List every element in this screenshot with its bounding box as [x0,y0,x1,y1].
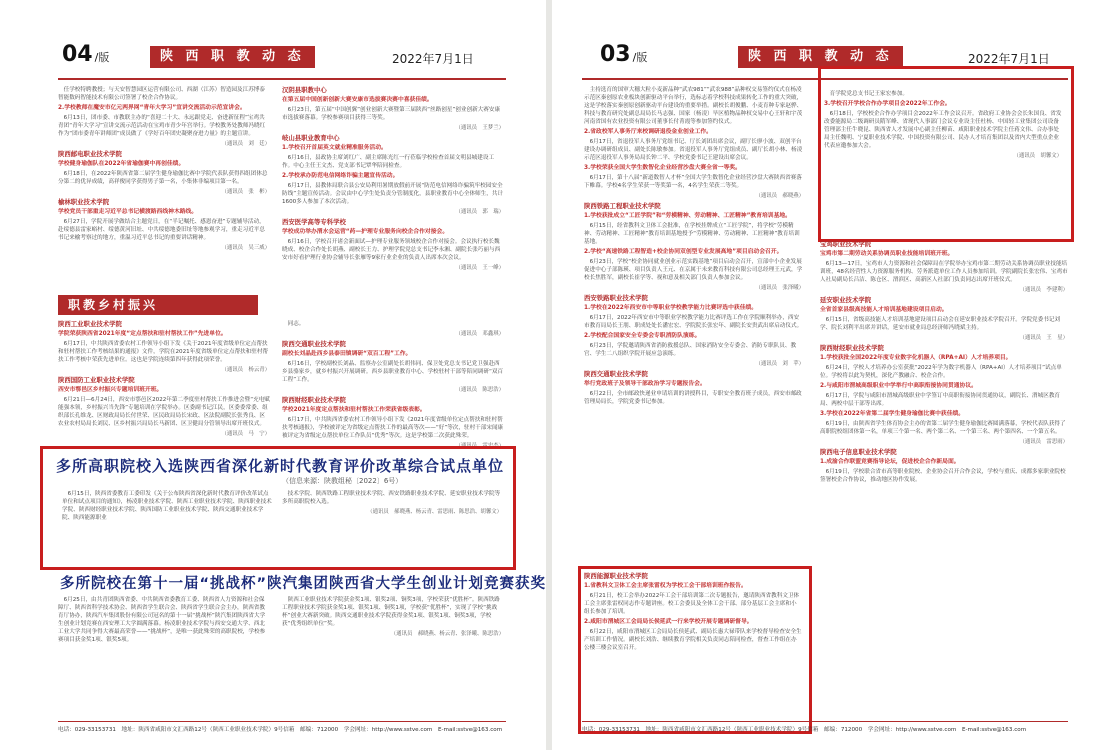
byline: （通讯员 郝晓燕） [755,193,804,199]
institution-name: 陕西财经职业技术学院 [282,396,346,404]
news-item-title: 学院荣获陕西省2021年度“定点帮扶和驻村帮扶工作”先进单位。 [58,331,227,337]
byline: （通讯员 吴三威） [221,245,270,251]
news-item-title: 3.学校在2022年省第二届学生健身瑜伽比赛中获佳绩。 [820,411,965,417]
article-column-top-right [282,86,504,290]
issue-date: 2022年7月1日 [392,52,474,66]
page-footer: 电话：029-33153731 地址：陕西省咸阳市文汇西路12号（陕西工业职业技术学院）9号信箱 邮编：712000 学会网址：http://www.sstve.com E-mail:sstve@163.com [582,721,1068,733]
byline: （通讯员 马 宁） [221,431,270,437]
headline-1-source: （信息来源：陕教组秘〔2022〕6号） [282,477,403,485]
news-item-title: 在第五届中国创新创新大赛安康市选拔赛决赛中喜获佳绩。 [282,97,433,103]
news-item-title: 3.学校荣获全国大学生数智化企业经营沙盘大赛全省一等奖。 [584,165,741,171]
institution-name: 西安铁路职业技术学院 [584,294,648,302]
paragraph: 6月23日，学院邀请陕西省消防救援总队、国家消防安全专委会、消防专职队员、教官、学生二八组织学院开展应急演练。 [584,343,797,357]
paragraph: 6月17日，中共陕西省委农村工作领导小组下发《关于2021年度省级单位定点帮扶和驻村帮扶工作考核结果的通报》文件，学院在2021年度省级单位定点帮扶和驻村帮扶工作考核中荣获先进单位。这也是学院连续第四年获得此项荣誉。 [58,341,269,363]
header-rule [58,78,506,80]
paragraph: 6月15日，省级高技能人才培训基地建设项目启动会在延安职业技术学院召开。学院党委书记刘学、院长刘利平出席并讲话，延安市就业局总经济师冯晓斌主持。 [820,317,1061,331]
news-item-title: 2.学校“高速铁路工程智造+校企协同双创型专业发展高地”项目启动会召开。 [584,249,783,255]
news-item-title: 1.省教科文卫体工会主席张雷权为学校工会干部培训班作报告。 [584,583,747,589]
institution-name: 陕西财经职业技术学院 [820,344,884,352]
byline: （通讯员 陈思浩） [455,387,504,393]
article-column-mid-left [58,320,270,445]
news-item-title: 学校健身瑜伽队在2022年省瑜伽赛中再创佳绩。 [58,161,185,167]
paragraph: 6月16日，学校召开诸会新面试—护理专业服务领域校企合作对接会。会议执行校长魏晓成、校企合作处长胡燕、副校长王力、护理学院党总支书记李永湘、副院长张巧丽与西安市好看护理行业协会辅导长张雁等9家行业企业的负责人出席本次会议。 [282,239,501,261]
paragraph: 育学院党总支书记王家宏参加。 [829,91,908,97]
masthead-title: 陕 西 职 教 动 态 [738,46,903,68]
institution-name: 陕西交通职业技术学院 [584,370,648,378]
article-column-left [584,86,804,556]
news-item-title: 1.成渝合作联盟竞赛指导论坛，促进校企合作新局面。 [820,459,960,465]
paragraph: 6月17日，省退役军人事务厅党组书记、厅长刘团出席会议，副厅长廖小波、双创平台建设办调研组成员、副处长陈敏参加。省退役军人事务厅党组成员、副厅长胡小林、杨凌示范区退役军人事务局局长钟二平、学校党委书记王建设出席会议。 [584,139,803,161]
byline: （通讯员 张泽曦） [755,285,804,291]
institution-name: 陕西国防工业职业技术学院 [58,376,135,384]
byline: （通讯员 张 彬） [221,189,270,195]
news-item-title: 3.学校召开学校合作办学项目会2022年工作会。 [824,101,951,107]
news-item-title: 西安市鄠邑区乡村振兴专题培训班开班。 [58,387,163,393]
institution-name: 宝鸡职业技术学院 [820,240,872,248]
section-banner-rural-revitalization: 职教乡村振兴 [58,295,258,315]
paragraph: 6月23日，第五届“中国创翼”创业创新大赛暨第三届陕西“丝路创星”创业创新大赛安康市选拔赛落幕。学校参赛项目获得三等奖。 [282,107,501,121]
paragraph: 6月22日，咸阳市渭城区工会局局长侯延武、副局长惠大禄带队来学校督导检查安全生产培训工作情况。副校长刘浩、继续教育学院相关负责同志陪同检查，督查工作组在办公楼三楼会议室召开。 [584,629,802,651]
institution-name: 榆林职业技术学院 [58,198,110,206]
institution-name: 陕西电子信息职业技术学院 [820,448,897,456]
page-number: 03 /版 [600,42,648,67]
news-item-title: 2.与咸阳市渭城高级职业中学举行中高职衔接协同贯通协议。 [820,383,977,389]
page-number: 04 /版 [62,42,110,67]
page-footer: 电话：029-33153731 地址：陕西省咸阳市文汇西路12号（陕西工业职业技术学院）9号信箱 邮编：712000 学会网址：http://www.sstve.com E-mail:sstve@163.com [58,721,506,733]
institution-name: 陕西工业职业技术学院 [58,320,122,328]
news-item-title: 1.学校召开首届英文就业精准服务活动。 [282,145,387,151]
byline: （通讯员 雷忠杰） [455,443,504,449]
news-item-title: 学校2021年度定点帮扶和驻村帮扶工作荣获省级表彰。 [282,407,426,413]
byline: （通讯员 郭 瑞） [455,209,504,215]
byline: （通讯员 胡馨文） [1013,153,1062,159]
byline: （通讯员 刘 苹） [755,361,804,367]
paragraph: 6月13日，团市委、市教联主办的“喜迎二十大、永远跟党走、奋进新征程”宝鸡共青团“青年大学习”宣讲交流示范活动在宝鸡市青少年宫举行。学校教务处教师冯晓红作为“团市委青年讲师团”成员做了《学好百年团史凝聚奋进力量》的主题宣讲。 [58,115,266,137]
byline: （通讯员 王一峰） [455,265,504,271]
news-item-title: 2.省政校军人事务厅来校调研退役金业创业工作。 [584,129,712,135]
institution-name: 陕西能源职业技术学院 [584,572,648,580]
byline: （通讯员 王 星） [1019,335,1068,341]
issue-date: 2022年7月1日 [968,52,1050,66]
paragraph: 6月18日，学校校企合作办学项目会2022年工作会议召开。省政府工业协会会长朱国良、省发改委能源局二级调研员隋军峰、省现代人事部门会议专业设主任杜杨、中国轻工业集团公司设备管理部主任牛晓昆、陕西省人才发展中心副主任柳苗、咸阳职业技术学院主任蒋文伟、合办事处局主任魏明、宁夏职业技术学院、中国投资有限公司、民办人才培育集团以及省内大型重点企业代表应邀参加大会。 [824,111,1062,149]
paragraph: 6月17日，2022年西安市中等职业学校教学能力比赛评选工作在学院顺利举办，西安市教育局局长王朋、职成处处长潘宏宏、学院院长张宏年、副院长安贵武出席启动仪式。 [584,315,803,329]
paragraph: 6月15日，经省教科文卫体工会批准，在学校挂牌成立“工匠学院”，将学校“劳模精神、劳动精神、工匠精神”教育培训基地授予“劳模精神、劳动精神、工匠精神”教育培训基地。 [584,223,800,245]
paragraph: 6月23日，学校“校企协同就业创业示范实践基地”项目启动会召开，宣部中小企业发展促进中心子部陈瑛、项目负责人王元、在京属于未来教育科技有限公司总经理王元武，学校长焦胜军，副校长崔学等、视和意及相关部门负责人参加会议。 [584,259,803,281]
headline-education-evaluation-pilot: 多所高职院校入选陕西省深化新时代教育评价改革综合试点单位 [56,457,505,475]
paragraph: 同志。 [287,321,305,327]
paragraph: 任学校特聘教授；与天安智慧园区运营有限公司、西湖（江苏）智造园及江苏博泰智能数码智能技术有限公司签署了校企合作协议。 [58,87,265,101]
paragraph: 6月21日—6月24日，西安市鄠邑区2022年第二季度驻村帮扶工作推进会暨“充电赋能强本领，乡村振兴当先锋”专题培训在学院举办。区委副书记江民，区委委常委、组织部长孔维龙、区财政局局长付世荣、区民政局局长宋政、区法院副院长张秀良、区农业农村局局长刘民、区乡村振兴局局长马新团、区卫健局分管领导出席开班仪式。 [58,397,270,427]
news-item-title: 1.学校在2022年西安市中等职业学校教学能力比赛评选中获佳绩。 [584,305,758,311]
news-item-title: 学校党员干部重走习近平总书记横渡路西线神木路线。 [58,209,198,215]
institution-name: 陕西邮电职业技术学院 [58,150,122,158]
paragraph: 6月17日，学院与咸阳市渭城高级职业中学签订中高职衔接协同贯通协议，副院长、渭城区教育局、两校中层干部等出席。 [820,393,1061,407]
news-item-title: 宝鸡市第二期劳动关系协调员职业技能培训班开班。 [820,251,954,257]
news-item-title: 1.学校获批成立“工匠学院”和“劳模精神、劳动精神、工匠精神”教育培训基地。 [584,213,791,219]
article-column-top-left [58,86,270,290]
paragraph: 6月21日，校工会举办2022年工会干部培训第二次专题报告，邀请陕西省教科文卫体工会主席张雷权同志作专题讲座。校工会委员及全体工会干部、部分基层工会主席和小组长参加了培训。 [584,593,800,615]
news-item-title: 2.学校承办防范电信网络诈骗主题宣传活动。 [282,173,399,179]
article-column-left-bottom [584,572,802,722]
paragraph: 6月24日，学校人才培养办公室获批“2022年学为数字机器人（RPA+AI）人才培养项目”试点单位。学校将以此为契机，深化产教融合、校企合作。 [820,365,1062,379]
news-item-title: 全省首家县级高技能人才培训基地建设项目启动。 [820,307,948,313]
news-item-title: 2.咸阳市渭城区工会局局长侯延武一行来学校开展专题调研督导。 [584,619,753,625]
paragraph: 6月27日，学院开展学做结合主题党日，在“半记嘱托、感恩奋进”专题辅导活动，赴绥德县雷家峪村、绥德黄河旧址、中共绥德地委旧址等地参观学习，重走习近平总书记来榆考察过的地方，重温习近平总书记的重要讲话精神。 [58,219,265,241]
institution-name: 汉阴县职教中心 [282,86,327,94]
article-column-right-bottom [820,240,1068,714]
byline: （通讯员 邓鑫琪） [455,331,504,337]
headline-2-body-left: 6月25日，由共青团陕西省委、中共陕西省委教育工委、陕西省人力资源和社会保障厅、陕西省科学技术协会、陕西省学生联合会、陕西省学生联合会主办，陕西省教育厅协办，陕西汽车集团股份有限公司冠名的第十一届“挑战杯”陕汽集团陕西省大学生创业计划竞赛在西安理工大学圆满落幕。杨凌职业技术学院与西安交通大学、西北工业大学共同争得大赛最高荣誉——“挑战杯”，是唯一获此殊荣的高职院校，学校参赛项目获金奖1项、银奖5项。 [58,597,266,643]
paragraph: 6月17日，县教体局联合县公安局利用暑期放假前开展“防范电信网络诈骗筑牢校园安全防线”主题宣传活动。会议由中心学生处负责分管制度化，县职业教育中心全体师生，共计1600多人参加了本次活动。 [282,183,504,205]
paragraph: 6月17日，中共陕西省委农村工作领导小组下发《2021年度省级单位定点帮扶和驻村帮扶考核通报》，学校被评定为省级定点帮扶工作的最高等次——“好”等次，驻村干部宋闻康被评定为省级定点帮扶单位工作队员“优秀”等次。这是学校第二次获此殊荣。 [282,417,504,439]
paragraph: 6月13—17日，宝鸡市人力资源和社会保障局在学院举办宝鸡市第二期劳动关系协调员职业技能培训班，48名经营性人力资源服务机构、劳务派遣单位工作人员参加培训。学院副院长张宏伟、宝鸡市人社局副局长吕洁、陈仓区、渭滨区、高新区人社部门负责同志出席开班仪式。 [820,261,1068,283]
institution-name: 陕西铁路工程职业技术学院 [584,202,661,210]
byline: （通讯员 李建利） [1019,287,1068,293]
byline: （通讯员 刘 廷） [221,141,270,147]
institution-name: 延安职业技术学院 [820,296,872,304]
news-item-title: 举行党政班子及领导干部政治学习专题报告会。 [584,381,706,387]
paragraph: 6月18日，在2022年陕西省第二届学生健身瑜伽比赛中学院代表队获得四组团体总分第二的优异成绩，高祥俊同学获得男子第一名，小集体非编项目第一名。 [58,171,268,185]
institution-name: 西安医学高等专科学校 [282,218,346,226]
paragraph: 6月22日，全市邮政快递业申请培训的讲授科目，专职安全教育班子成员，西安市邮政管理局局长，学院党委书记参加。 [584,391,802,405]
headline-1-body-left: 6月15日，陕西省委教育工委印发《关于公布陕西省深化新时代教育评价改革试点单位和试点项目的通知》，杨凌职业技术学院、陕西工业职业技术学院、陕西职业技术学院、陕西财经职业技术学院、陕西国防工业职业技术学院、陕西交通职业技术学院、陕西能源职业 [62,491,272,521]
paragraph: 6月16日，学校副校长刘晶、监察办公室副处长胡伟同、保卫处党总支书记党卫强赴西乡县骆家乡，就乡村振兴开展调研。西乡县职业教育中心、学校驻村干部等陪同调研“双百工程”工作。 [282,361,504,383]
page-03 [552,0,1098,750]
news-item-title: 1.学校获批全国2022年度专业数字化机器人（RPA+AI）人才培养项目。 [820,355,1012,361]
paragraph: 6月19日，由陕西省学生体育协会主办的省第二届学生健身瑜伽比赛圆满落幕，学校代表队获得了高职院校组团体第一名，单项三个第一名、两个第二名、一个第三名、两个第四名、一个第五名。 [820,421,1066,435]
byline: （通讯员 杨云青） [221,367,270,373]
headline-1-body-right: 技术学院、陕西铁路工程职业技术学院、西安铁路职业技术学院、延安职业技术学院等多所高职院校入选。 （通讯员 郝晓燕、杨云青、雷思雨、陈思浩、胡馨文） [282,491,502,515]
article-column-mid-right [282,320,504,449]
byline: （通讯员 王梦兰） [455,125,504,131]
article-column-right-top [824,90,1062,230]
paragraph: 6月19日，学校联合省市高等职业院校、企业协会召开合作会议，学校与重庆、成都多家职业院校签署校企合作协议，推动地区协作发展。 [820,469,1066,483]
paragraph: 6月16日，县政协主席刘红广、副主席陈光红一行莅临学校检查首届文明县城建设工作。中心主任王文杰、党支部书记覃华陪同检查。 [282,155,495,169]
news-item-title: 2.学校教师在魔安市亿元两界网“青年大学习”宣讲交流活动示范宣讲会。 [58,105,246,111]
headline-2-body-right: 陕西工业职业技术学院获金奖1项、银奖2项、铜奖3项，学校荣获“优胜杯”。陕西铁路工程职业技术学院获金奖1项、银奖1项、铜奖1项，学校获“优胜杯”，实现了学校“挑战杯”创业大赛新突破。陕西交通职业技术学院获得金奖1项、银奖1项、铜奖3项，学校获“优秀组织单位”奖。 （通讯员 郝晓燕、杨云青、张泽曦、陈思浩） [282,597,504,637]
institution-name: 岐山县职业教育中心 [282,134,340,142]
institution-name: 陕西交通职业技术学院 [282,340,346,348]
news-item-title: 学校成功举办渭水会运营“药—护理专业服务向校企合作对接会。 [282,229,449,235]
headline-challenge-cup-competition: 多所院校在第十一届“挑战杯”陕汽集团陕西省大学生创业计划竞赛获奖 [60,576,547,592]
byline: （通讯员 雷思雨） [1019,439,1068,445]
paragraph: 主持选育的国审大穗大粒小麦新品种“武农981”“武农988”品种权交易签约仪式在杨凌示范区秦创原农业板块创新驱动平台举行，选标志着学校科技成果转化工作的重大突破，这是学校落实秦创原创新驱动平台建设的重要举措。副校长胡俊鹏、小麦育种专家赵骅、科技与教育研究处副总局局长马志强、国家（杨凌）旱区植物品种权交易中心王轩和宇茂河南省国有农业投资有限公司董事长付菁霞等参加签约仪式。 [584,87,803,125]
paragraph: 6月17日，第十八届“新道数智人才杯”全国大学生数智化企业经营沙盘大赛陕西省赛落下帷幕。学校4名学生荣获一等奖第一名，4名学生荣获二等奖。 [584,175,802,189]
page-header [0,32,546,90]
news-item-title: 副校长刘晶赴西乡县泰田镇调研“双百工程”工作。 [282,351,412,357]
page-04 [0,0,546,750]
masthead-title: 陕 西 职 教 动 态 [150,46,315,68]
news-item-title: 2.学校配合国家安全专委会专职消防队演练。 [584,333,701,339]
